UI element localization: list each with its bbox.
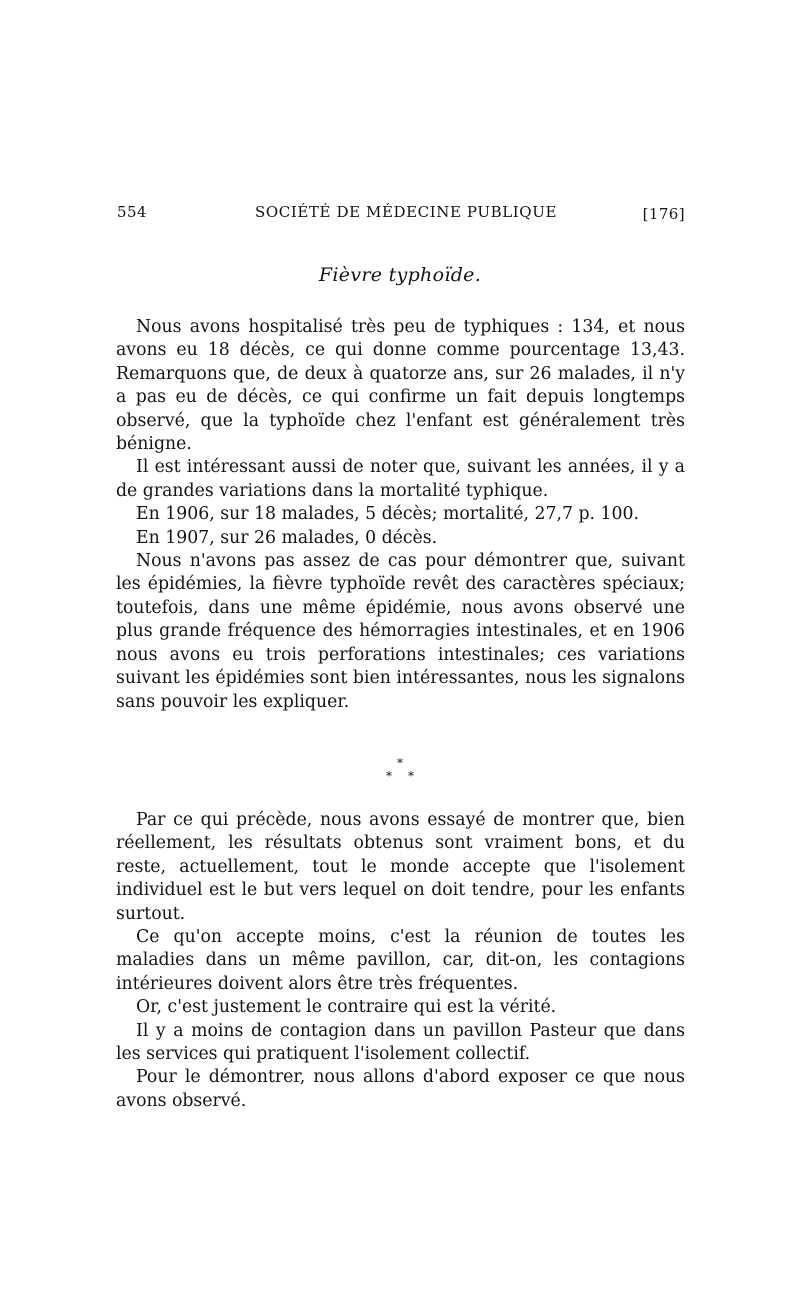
asterism-bottom: **: [386, 769, 430, 783]
paragraph: Or, c'est justement le contraire qui est la vérité.: [136, 997, 557, 1018]
paragraph: En 1907, sur 26 malades, 0 décès.: [136, 527, 438, 548]
paragraph: Nous avons hospitalisé très peu de typhiques : 134, et nous avons eu 18 décès, ce qui donne comme pourcentage 13,43. Remarquons que, de deux à quatorze ans, sur 26 malades, il n'y a pas eu de décès, ce qui confirme un fait depuis longtemps observé, que la typhoïde chez l'enfant est généralement très bénigne.: [116, 317, 685, 455]
asterism-separator: [0, 757, 800, 783]
page-reference: [176]: [642, 205, 685, 223]
running-head: [117, 203, 685, 227]
paragraph: Il y a moins de contagion dans un pavillon Pasteur que dans les services qui pratiquent l'isolement collectif.: [116, 1020, 685, 1065]
section-title: Fièvre typhoïde.: [318, 264, 482, 286]
text-block-after: [116, 809, 685, 1113]
page-number: 554: [117, 203, 147, 221]
paragraph: Il est intéressant aussi de noter que, suivant les années, il y a de grandes variations dans la mortalité typhique.: [116, 457, 685, 501]
paragraph: Nous n'avons pas assez de cas pour démontrer que, suivant les épidémies, la fièvre typhoïde revêt des caractères spéciaux; toutefois, dans une même épidémie, nous avons observé une plus grande fréquence des hémorragies intestinales, et en 1906 nous avons eu trois perforations intestinales; ces variations suivant les épidémies sont bien intéressantes, nous les signalons sans pouvoir les expliquer.: [116, 551, 685, 712]
paragraph: En 1906, sur 18 malades, 5 décès; mortalité, 27,7 p. 100.: [136, 504, 639, 525]
paragraph: Ce qu'on accepte moins, c'est la réunion de toutes les maladies dans un même pavillon, car, dit-on, les contagions intérieures doivent alors être très fréquentes.: [116, 927, 685, 994]
running-title: SOCIÉTÉ DE MÉDECINE PUBLIQUE: [255, 203, 557, 221]
paragraph: Pour le démontrer, nous allons d'abord exposer ce que nous avons observé.: [116, 1067, 685, 1111]
asterism-top: *: [397, 756, 403, 770]
text-block-before: [116, 316, 685, 714]
paragraph: Par ce qui précède, nous avons essayé de montrer que, bien réellement, les résultats obtenus sont vraiment bons, et du reste, actuellement, tout le monde accepte que l'isolement individuel est le but vers lequel on doit tendre, pour les enfants surtout.: [116, 810, 685, 924]
